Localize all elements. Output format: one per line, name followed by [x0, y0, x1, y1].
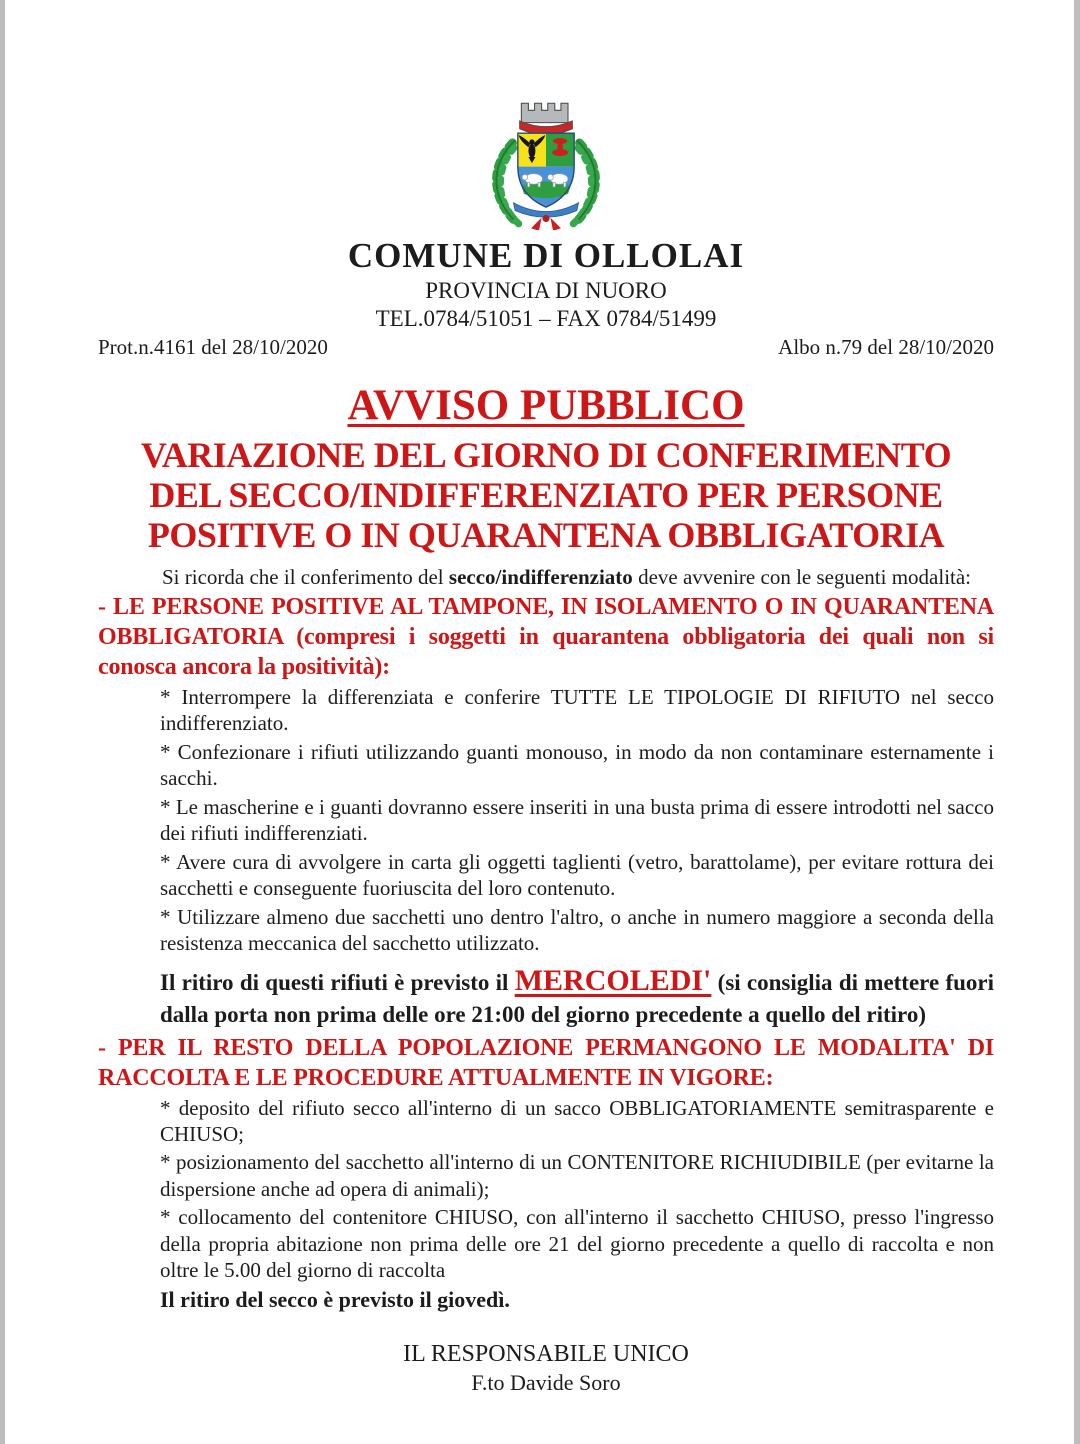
notice-subtitle: [98, 436, 994, 556]
coat-of-arms: [98, 98, 994, 235]
shield-icon: [518, 133, 574, 207]
subtitle-line-2: DEL SECCO/INDIFFERENZIATO PER PERSONE: [149, 474, 943, 515]
rest-rule-1: * deposito del rifiuto secco all'interno di un sacco OBBLIGATORIAMENTE semitrasparente e CHIUSO;: [160, 1095, 994, 1146]
intro-bold: secco/indifferenziato: [448, 564, 633, 589]
rest-rule-2: * posizionamento del sacchetto all'interno di un CONTENITORE RICHIUDIBILE (per evitarne la dispersione anche ad opera di animali);: [160, 1150, 994, 1201]
pickup-post: (si consiglia di mettere fuori dalla porta non prima delle ore 21:00 del giorno precedente a quello del ritiro): [160, 969, 994, 1028]
intro-lead: Si ricorda che il conferimento del: [162, 564, 449, 589]
rest-section-heading: - PER IL RESTO DELLA POPOLAZIONE PERMANGONO LE MODALITA' DI RACCOLTA E LE PROCEDURE ATTUALMENTE IN VIGORE:: [98, 1034, 994, 1091]
pickup-day: MERCOLEDI': [514, 963, 712, 997]
intro-paragraph: [98, 564, 994, 590]
crown-icon: [520, 103, 573, 134]
municipality-name: COMUNE DI OLLOLAI: [347, 236, 745, 275]
page-edge-right: [1074, 0, 1080, 1444]
signature-block: [98, 1339, 994, 1398]
protocol-number: Prot.n.4161 del 28/10/2020: [98, 335, 328, 360]
province-name: PROVINCIA DI NUORO: [425, 277, 667, 303]
pickup-note: Il ritiro del secco è previsto il giovedì.: [160, 1286, 510, 1312]
subtitle-line-3: POSITIVE O IN QUARANTENA OBBLIGATORIA: [147, 514, 945, 555]
albo-number: Albo n.79 del 28/10/2020: [778, 335, 994, 360]
rest-rule-3: * collocamento del contenitore CHIUSO, con all'interno il sacchetto CHIUSO, presso l'ingresso della propria abitazione non prima delle ore 21 del giorno precedente a quello di raccolta e non oltre le 5.00 del giorno di raccolta: [160, 1205, 994, 1283]
notice-title-text: AVVISO PUBBLICO: [347, 381, 745, 429]
positive-section-heading: - LE PERSONE POSITIVE AL TAMPONE, IN ISOLAMENTO O IN QUARANTENA OBBLIGATORIA (compresi i soggetti in quarantena obbligatoria dei quali non si conosca ancora la positività):: [98, 594, 994, 681]
pickup-day-paragraph: [160, 961, 994, 1031]
positive-rule-4: * Avere cura di avvolgere in carta gli oggetti taglienti (vetro, barattolame), per evitare rottura dei sacchetti e conseguente fuoriuscita del loro contenuto.: [160, 849, 994, 901]
positive-rule-5: * Utilizzare almeno due sacchetti uno dentro l'altro, o anche in numero maggiore a seconda della resistenza meccanica del sacchetto utilizzato.: [160, 904, 994, 956]
signature-role: IL RESPONSABILE UNICO: [403, 1341, 689, 1368]
signature-name: F.to Davide Soro: [471, 1370, 621, 1396]
positive-rule-2: * Confezionare i rifiuti utilizzando guanti monouso, in modo da non contaminare esternamente i sacchi.: [160, 739, 994, 791]
coat-of-arms-icon: [480, 98, 612, 230]
pickup-pre: Il ritiro di questi rifiuti è previsto il: [160, 969, 515, 995]
notice-title: [98, 383, 994, 428]
ribbon-bow-icon: [531, 215, 561, 230]
contact-info: TEL.0784/51051 – FAX 0784/51499: [375, 305, 717, 331]
positive-rule-3: * Le mascherine e i guanti dovranno essere inseriti in una busta prima di essere introdotti nel sacco dei rifiuti indifferenziati.: [160, 794, 994, 846]
intro-tail: deve avvenire con le seguenti modalità:: [632, 564, 972, 589]
page-edge-left: [0, 0, 5, 1444]
protocol-row: [98, 335, 994, 360]
positive-rule-1: * Interrompere la differenziata e conferire TUTTE LE TIPOLOGIE DI RIFIUTO nel secco indifferenziato.: [160, 685, 994, 736]
subtitle-line-1: VARIAZIONE DEL GIORNO DI CONFERIMENTO: [140, 434, 952, 475]
